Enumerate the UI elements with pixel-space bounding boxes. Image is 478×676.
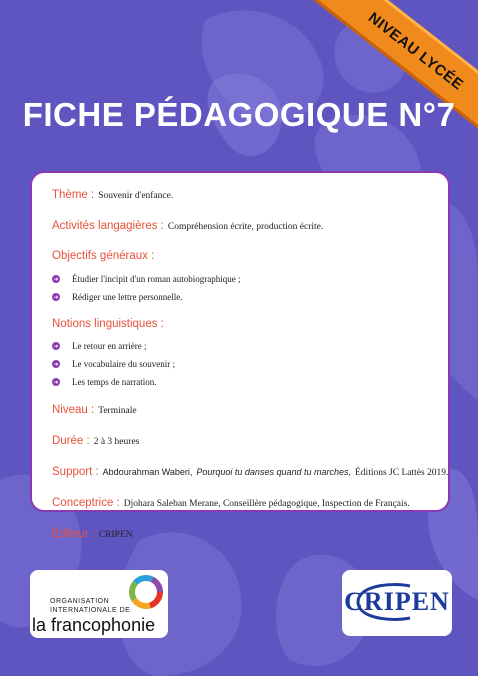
activites-value: Compréhension écrite, production écrite. [167, 222, 324, 232]
info-card [30, 171, 450, 540]
oif-wordmark: la francophonie [32, 615, 156, 635]
niveau-label: Niveau : [52, 404, 95, 416]
oif-text: ORGANISATION INTERNATIONALE DE [50, 598, 131, 614]
list-item: ➜ Le vocabulaire du souvenir ; [53, 359, 175, 369]
arrow-right-icon: ➜ [53, 342, 59, 350]
francophonie-ring-icon [126, 572, 166, 612]
conceptrice-label: Conceptrice : [52, 497, 120, 509]
objectifs-list [52, 270, 428, 306]
support-author: Abdourahman Waberi, [102, 467, 193, 477]
niveau-row [52, 401, 428, 417]
list-item: ➜ Rédiger une lettre personnelle. [53, 292, 183, 302]
support-row [52, 463, 449, 479]
list-item: ➜ Étudier l'incipit d'un roman autobiographique ; [53, 274, 241, 284]
notions-row [52, 315, 428, 331]
conceptrice-value: Djohara Saleban Merane, Conseillère pédagogique, Inspection de Français. [123, 499, 410, 509]
support-work: Pourquoi tu danses quand tu marches, [196, 467, 351, 477]
arrow-right-icon: ➜ [53, 275, 59, 283]
oif-logo [30, 570, 168, 638]
notions-list [52, 337, 428, 391]
niveau-value: Terminale [98, 406, 137, 416]
objectifs-label: Objectifs généraux : [52, 250, 155, 262]
page-title: FICHE PÉDAGOGIQUE N°7 [22, 96, 456, 133]
theme-value: Souvenir d'enfance. [98, 191, 174, 201]
list-item: ➜ Les temps de narration. [53, 377, 157, 387]
cripen-logo [342, 570, 452, 636]
cripen-wordmark: CRIPEN [344, 587, 450, 616]
editeur-row [52, 525, 428, 541]
arrow-right-icon: ➜ [53, 378, 59, 386]
objectifs-row [52, 247, 428, 263]
arrow-right-icon: ➜ [53, 360, 59, 368]
theme-label: Thème : [52, 189, 95, 201]
list-item: ➜ Le retour en arrière ; [53, 341, 147, 351]
support-label: Support : [52, 466, 99, 478]
arrow-right-icon: ➜ [53, 293, 59, 301]
activites-row [52, 217, 428, 233]
theme-row [52, 186, 428, 202]
duree-label: Durée : [52, 435, 90, 447]
level-ribbon-label: NIVEAU LYCÉE [365, 8, 467, 94]
duree-value: 2 à 3 heures [93, 437, 140, 447]
editeur-label: Éditeur : [52, 528, 95, 540]
notions-label: Notions linguistiques : [52, 318, 164, 330]
conceptrice-row [52, 494, 428, 510]
activites-label: Activités langagières : [52, 220, 164, 232]
support-publisher: Éditions JC Lattès 2019. [355, 468, 449, 478]
duree-row [52, 432, 428, 448]
editeur-value: CRIPEN [98, 530, 133, 540]
